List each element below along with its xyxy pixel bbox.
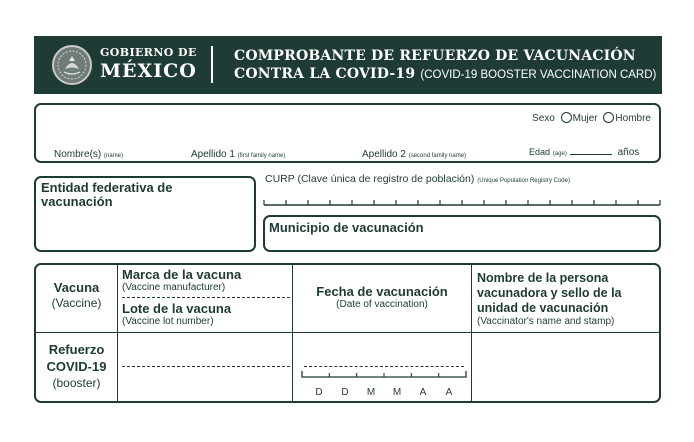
- vaccine-label: Vacuna: [53, 280, 100, 295]
- gov-line-1: GOBIERNO DE: [100, 46, 197, 59]
- title-line-2: CONTRA LA COVID-19: [234, 66, 416, 82]
- government-logo-text: [100, 47, 197, 81]
- vaccine-header: [36, 280, 117, 310]
- vaccinator-label-en: (Vaccinator's name and stamp): [477, 316, 615, 327]
- lot-label-en: (Vaccine lot number): [122, 316, 214, 327]
- name-label: Nombre(s): [54, 149, 102, 160]
- name-field[interactable]: [54, 149, 123, 160]
- booster-row-label: [36, 341, 117, 391]
- date-row-divider: [304, 366, 464, 367]
- vaccinator-label-3: unidad de vacunación: [477, 301, 609, 315]
- second-family-name-label: Apellido 2: [362, 149, 406, 160]
- curp-entry-line[interactable]: [262, 197, 662, 209]
- vaccinator-label-2: vacunadora y sello de la: [477, 286, 622, 300]
- municipality-box[interactable]: [263, 215, 661, 252]
- date-format-letters: [306, 382, 462, 400]
- state-of-vaccination-box[interactable]: [34, 176, 256, 252]
- sex-selector: [532, 112, 651, 124]
- date-letter-a2: A: [445, 387, 453, 398]
- manufacturer-label-en: (Vaccine manufacturer): [122, 282, 226, 293]
- second-family-name-field[interactable]: [362, 149, 466, 160]
- booster-manufacturer-cell[interactable]: [120, 335, 290, 365]
- title-line-1: COMPROBANTE DE REFUERZO DE VACUNACIÓN: [234, 48, 636, 64]
- municipality-label: Municipio de vacunación: [269, 220, 424, 235]
- date-letter-d2: D: [341, 387, 349, 398]
- female-label: Mujer: [572, 113, 598, 124]
- date-letter-m1: M: [366, 387, 376, 398]
- male-radio[interactable]: [603, 112, 614, 123]
- curp-label-es: CURP (Clave única de registro de población): [265, 173, 475, 185]
- manufacturer-label: Marca de la vacuna: [122, 267, 242, 282]
- female-radio[interactable]: [561, 112, 572, 123]
- vaccine-label-en: (Vaccine): [51, 296, 102, 310]
- booster-lot-cell[interactable]: [120, 369, 290, 399]
- date-label: Fecha de vacunación: [316, 284, 448, 299]
- date-letter-a1: A: [419, 387, 427, 398]
- age-label-en: (age): [552, 151, 567, 157]
- second-family-name-label-en: (second family name): [408, 153, 467, 159]
- curp-label: [265, 173, 570, 185]
- booster-label-2: COVID-19: [46, 359, 107, 374]
- date-letter-d1: D: [315, 387, 323, 398]
- booster-vaccinator-cell[interactable]: [474, 335, 659, 401]
- vaccinator-header: [477, 271, 622, 328]
- name-label-en: (name): [104, 153, 124, 159]
- booster-label-en: (booster): [52, 376, 101, 390]
- manufacturer-header: [122, 267, 241, 293]
- first-family-name-field[interactable]: [191, 149, 285, 160]
- card-title: [234, 47, 656, 84]
- date-header: [293, 284, 471, 311]
- lot-label: Lote de la vacuna: [122, 301, 232, 316]
- gov-line-2: MÉXICO: [100, 60, 197, 82]
- state-of-vaccination-label: Entidad federativa de vacunación: [41, 180, 173, 209]
- vaccination-table: [34, 263, 661, 403]
- male-label: Hombre: [615, 113, 651, 124]
- date-entry-line[interactable]: [300, 371, 468, 381]
- header-divider: [211, 46, 213, 83]
- booster-row-divider: [122, 366, 290, 367]
- table-hline: [36, 332, 659, 333]
- title-subtitle: (COVID-19 BOOSTER VACCINATION CARD): [420, 69, 657, 81]
- header-banner: [34, 36, 662, 94]
- personal-data-box: [34, 103, 661, 163]
- manufacturer-lot-divider: [122, 297, 290, 298]
- lot-header: [122, 301, 231, 327]
- sex-label: Sexo: [532, 113, 555, 124]
- years-label: años: [617, 147, 640, 158]
- first-family-name-label-en: (first family name): [237, 153, 286, 159]
- first-family-name-label: Apellido 1: [191, 149, 235, 160]
- vaccinator-label-1: Nombre de la persona: [477, 271, 609, 285]
- curp-label-en: (Unique Population Registry Code): [477, 178, 570, 184]
- age-field[interactable]: [529, 147, 639, 158]
- age-underline: [570, 154, 612, 155]
- date-label-en: (Date of vaccination): [336, 299, 428, 310]
- coat-of-arms-icon: [52, 45, 92, 85]
- booster-label-1: Refuerzo: [48, 342, 105, 357]
- age-label: Edad: [529, 147, 551, 157]
- date-letter-m2: M: [392, 387, 402, 398]
